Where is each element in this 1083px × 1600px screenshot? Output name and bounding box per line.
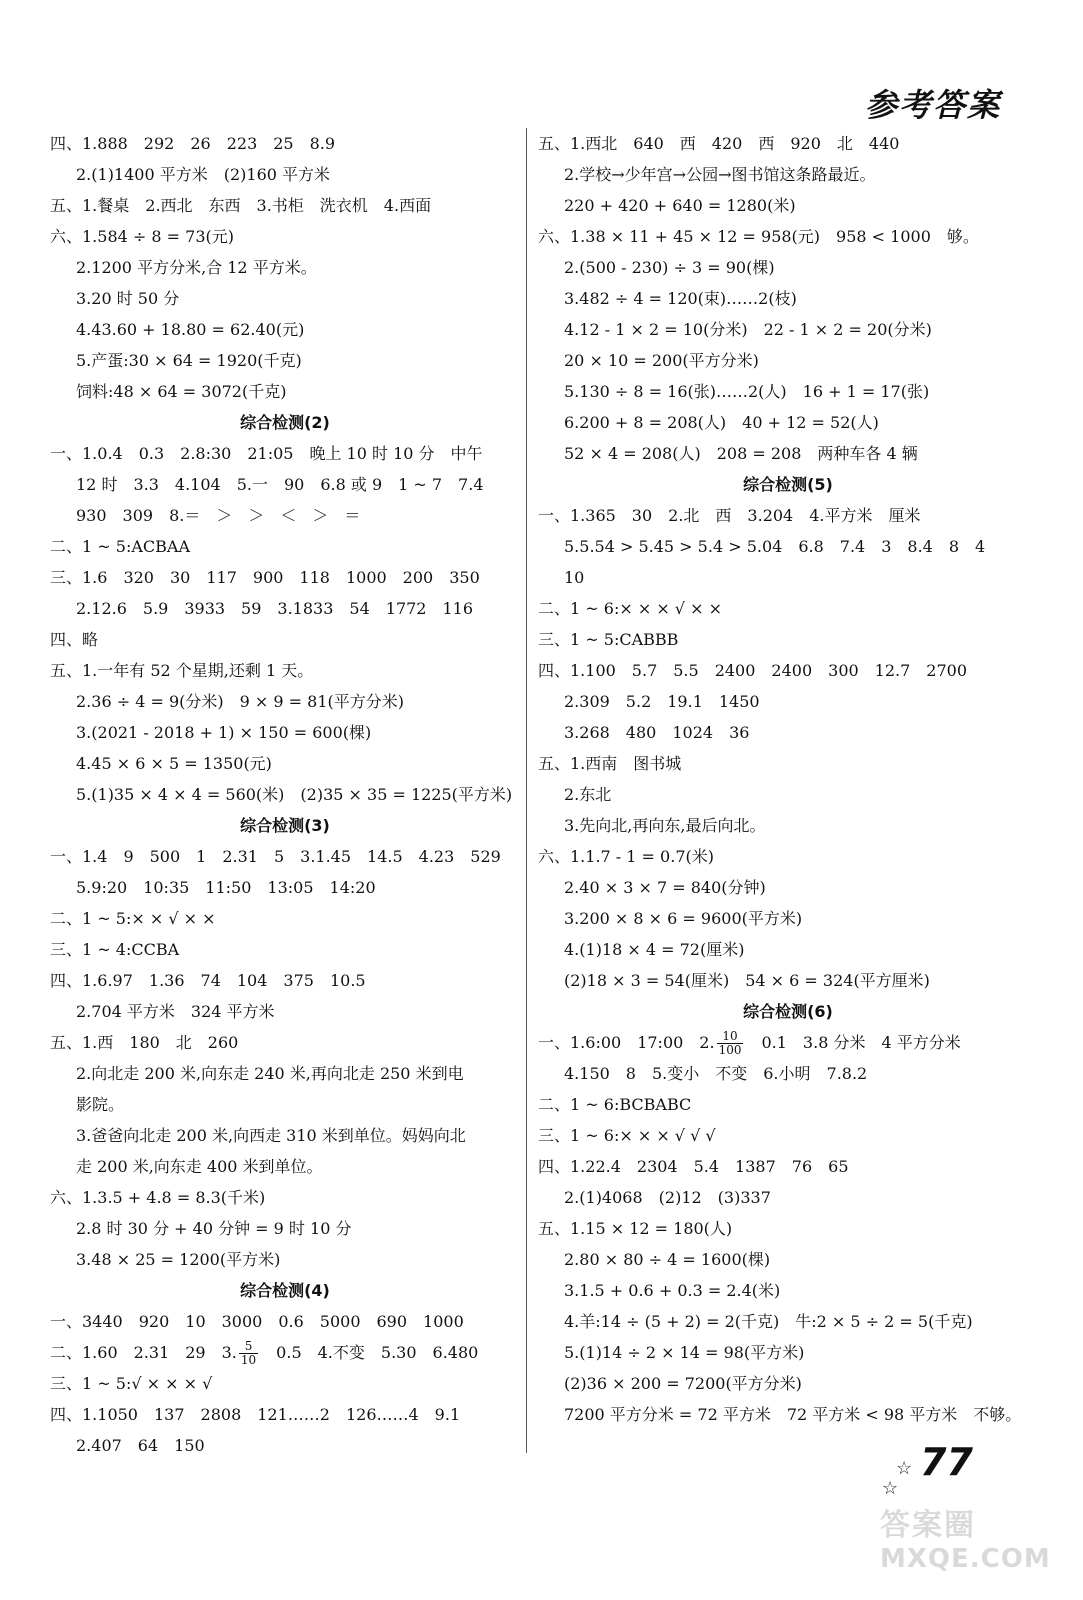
page-title: 参考答案 — [864, 86, 1001, 124]
answer-line: 4.45 × 6 × 5 = 1350(元) — [76, 754, 272, 773]
fraction-numerator: 5 — [239, 1340, 258, 1354]
answer-line: 12 时 3.3 4.104 5.一 90 6.8 或 9 1 ~ 7 7.4 — [76, 475, 484, 494]
answer-line: 5.5.54 > 5.45 > 5.4 > 5.04 6.8 7.4 3 8.4 8 4 — [564, 537, 986, 556]
answer-line: 四、略 — [50, 630, 99, 649]
answer-line: 一、1.0.4 0.3 2.8:30 21:05 晚上 10 时 10 分 中午 — [50, 444, 483, 463]
watermark-url: MXQE.COM — [880, 1544, 1051, 1574]
answer-line: 2.(1)4068 (2)12 (3)337 — [564, 1188, 771, 1207]
answer-line: 930 309 8.＝ ＞ ＞ ＜ ＞ ＝ — [76, 506, 361, 525]
watermark-title: 答案圈 — [880, 1508, 976, 1543]
answer-line: 4.43.60 + 18.80 = 62.40(元) — [76, 320, 305, 339]
answer-line: 2.向北走 200 米,向东走 240 米,再向北走 250 米到电 — [76, 1064, 464, 1083]
answer-line: 2.东北 — [564, 785, 612, 804]
answer-line: 六、1.1.7 - 1 = 0.7(米) — [538, 847, 714, 866]
answer-line: 5.9:20 10:35 11:50 13:05 14:20 — [76, 878, 376, 897]
answer-line: 2.8 时 30 分 + 40 分钟 = 9 时 10 分 — [76, 1219, 352, 1238]
answer-line: 五、1.西北 640 西 420 西 920 北 440 — [538, 134, 900, 153]
answer-line: 3.268 480 1024 36 — [564, 723, 750, 742]
answer-line: 3.先向北,再向东,最后向北。 — [564, 816, 766, 835]
column-divider — [526, 128, 527, 1453]
answer-line: 4.(1)18 × 4 = 72(厘米) — [564, 940, 745, 959]
answer-line: 20 × 10 = 200(平方分米) — [564, 351, 759, 370]
answer-line: 4.150 8 5.变小 不变 6.小明 7.8.2 — [564, 1064, 868, 1083]
answer-line: 影院。 — [76, 1095, 125, 1114]
answer-line: 3.爸爸向北走 200 米,向西走 310 米到单位。妈妈向北 — [76, 1126, 466, 1145]
answer-line: 2.12.6 5.9 3933 59 3.1833 54 1772 116 — [76, 599, 474, 618]
answer-line: 五、1.餐桌 2.西北 东西 3.书柜 洗衣机 4.西面 — [50, 196, 432, 215]
star-icon: ☆ — [882, 1478, 899, 1499]
answer-line: 3.(2021 - 2018 + 1) × 150 = 600(棵) — [76, 723, 372, 742]
answer-line: 五、1.一年有 52 个星期,还剩 1 天。 — [50, 661, 314, 680]
answer-line: (2)36 × 200 = 7200(平方分米) — [564, 1374, 802, 1393]
fraction-line-after: 0.5 4.不变 5.30 6.480 — [260, 1343, 479, 1362]
star-icon: ☆ — [896, 1458, 913, 1479]
answer-line: 饲料:48 × 64 = 3072(千克) — [76, 382, 287, 401]
answer-line: 三、1 ~ 6:× × × √ √ √ — [538, 1126, 716, 1145]
answer-line: 2.学校→少年宫→公园→图书馆这条路最近。 — [564, 165, 876, 184]
answer-line: 四、1.888 292 26 223 25 8.9 — [50, 134, 336, 153]
answer-line: 二、1 ~ 6:BCBABC — [538, 1095, 692, 1114]
answer-line: 5.130 ÷ 8 = 16(张)……2(人) 16 + 1 = 17(张) — [564, 382, 930, 401]
fraction-numerator: 10 — [717, 1030, 744, 1044]
answer-line: 5.产蛋:30 × 64 = 1920(千克) — [76, 351, 302, 370]
answer-line: 5.(1)35 × 4 × 4 = 560(米) (2)35 × 35 = 1225(平方米) — [76, 785, 513, 804]
answer-line: 六、1.38 × 11 + 45 × 12 = 958(元) 958 < 1000 够。 — [538, 227, 979, 246]
answer-line: 2.80 × 80 ÷ 4 = 1600(棵) — [564, 1250, 771, 1269]
answer-line: 5.(1)14 ÷ 2 × 14 = 98(平方米) — [564, 1343, 805, 1362]
answer-line: 一、3440 920 10 3000 0.6 5000 690 1000 — [50, 1312, 464, 1331]
section-title: 综合检测(3) — [240, 816, 330, 835]
answer-line: 二、1 ~ 6:× × × √ × × — [538, 599, 722, 618]
fraction-denominator: 100 — [718, 1043, 742, 1057]
answer-line: 四、1.6.97 1.36 74 104 375 10.5 — [50, 971, 366, 990]
fraction-line-before: 一、1.6:00 17:00 2. — [538, 1033, 715, 1052]
answer-line: 6.200 + 8 = 208(人) 40 + 12 = 52(人) — [564, 413, 879, 432]
section-title: 综合检测(4) — [240, 1281, 330, 1300]
answer-line-fraction — [50, 1337, 520, 1368]
answer-line: 4.羊:14 ÷ (5 + 2) = 2(千克) 牛:2 × 5 ÷ 2 = 5(千克) — [564, 1312, 973, 1331]
page-number: 77 — [920, 1440, 973, 1484]
answer-line: 五、1.15 × 12 = 180(人) — [538, 1219, 733, 1238]
section-title: 综合检测(6) — [743, 1002, 833, 1021]
section-title: 综合检测(5) — [743, 475, 833, 494]
answer-line: 二、1 ~ 5:× × √ × × — [50, 909, 216, 928]
section-title: 综合检测(2) — [240, 413, 330, 432]
fraction — [239, 1340, 258, 1367]
answer-line: 三、1 ~ 5:CABBB — [538, 630, 679, 649]
answer-line: 10 — [564, 568, 585, 587]
answer-line: 4.12 - 1 × 2 = 10(分米) 22 - 1 × 2 = 20(分米) — [564, 320, 932, 339]
answer-line: 3.48 × 25 = 1200(平方米) — [76, 1250, 281, 1269]
answer-line: 52 × 4 = 208(人) 208 = 208 两种车各 4 辆 — [564, 444, 918, 463]
answer-line: 2.407 64 150 — [76, 1436, 205, 1455]
answer-line: 2.36 ÷ 4 = 9(分米) 9 × 9 = 81(平方分米) — [76, 692, 404, 711]
answer-line: 2.(1)1400 平方米 (2)160 平方米 — [76, 165, 331, 184]
answer-line: 三、1.6 320 30 117 900 118 1000 200 350 — [50, 568, 480, 587]
right-column — [538, 128, 1038, 1430]
answer-line: 二、1 ~ 5:ACBAA — [50, 537, 190, 556]
answer-line: (2)18 × 3 = 54(厘米) 54 × 6 = 324(平方厘米) — [564, 971, 930, 990]
answer-line: 3.482 ÷ 4 = 120(束)……2(枝) — [564, 289, 797, 308]
answer-line: 3.1.5 + 0.6 + 0.3 = 2.4(米) — [564, 1281, 781, 1300]
answer-line: 五、1.西 180 北 260 — [50, 1033, 239, 1052]
answer-line: 一、1.365 30 2.北 西 3.204 4.平方米 厘米 — [538, 506, 921, 525]
answer-line: 3.20 时 50 分 — [76, 289, 180, 308]
answer-line: 四、1.100 5.7 5.5 2400 2400 300 12.7 2700 — [538, 661, 968, 680]
fraction — [717, 1030, 744, 1057]
answer-line-fraction — [538, 1027, 1038, 1058]
left-column — [50, 128, 520, 1461]
answer-line: 2.(500 - 230) ÷ 3 = 90(棵) — [564, 258, 775, 277]
answer-line: 一、1.4 9 500 1 2.31 5 3.1.45 14.5 4.23 529 — [50, 847, 501, 866]
answer-line: 3.200 × 8 × 6 = 9600(平方米) — [564, 909, 803, 928]
answer-line: 六、1.584 ÷ 8 = 73(元) — [50, 227, 234, 246]
watermark — [880, 1500, 1060, 1580]
answer-line: 2.1200 平方分米,合 12 平方米。 — [76, 258, 317, 277]
answer-line: 六、1.3.5 + 4.8 = 8.3(千米) — [50, 1188, 266, 1207]
answer-line: 五、1.西南 图书城 — [538, 754, 682, 773]
answer-line: 三、1 ~ 4:CCBA — [50, 940, 180, 959]
answer-line: 三、1 ~ 5:√ × × × √ — [50, 1374, 213, 1393]
answer-line: 2.309 5.2 19.1 1450 — [564, 692, 760, 711]
fraction-line-before: 二、1.60 2.31 29 3. — [50, 1343, 237, 1362]
answer-line: 2.40 × 3 × 7 = 840(分钟) — [564, 878, 766, 897]
answer-line: 7200 平方分米 = 72 平方米 72 平方米 < 98 平方米 不够。 — [564, 1405, 1022, 1424]
answer-line: 2.704 平方米 324 平方米 — [76, 1002, 275, 1021]
answer-line: 走 200 米,向东走 400 米到单位。 — [76, 1157, 323, 1176]
answer-line: 四、1.22.4 2304 5.4 1387 76 65 — [538, 1157, 849, 1176]
answer-line: 220 + 420 + 640 = 1280(米) — [564, 196, 796, 215]
fraction-line-after: 0.1 3.8 分米 4 平方分米 — [745, 1033, 961, 1052]
answer-line: 四、1.1050 137 2808 121……2 126……4 9.1 — [50, 1405, 461, 1424]
fraction-denominator: 10 — [240, 1353, 257, 1367]
